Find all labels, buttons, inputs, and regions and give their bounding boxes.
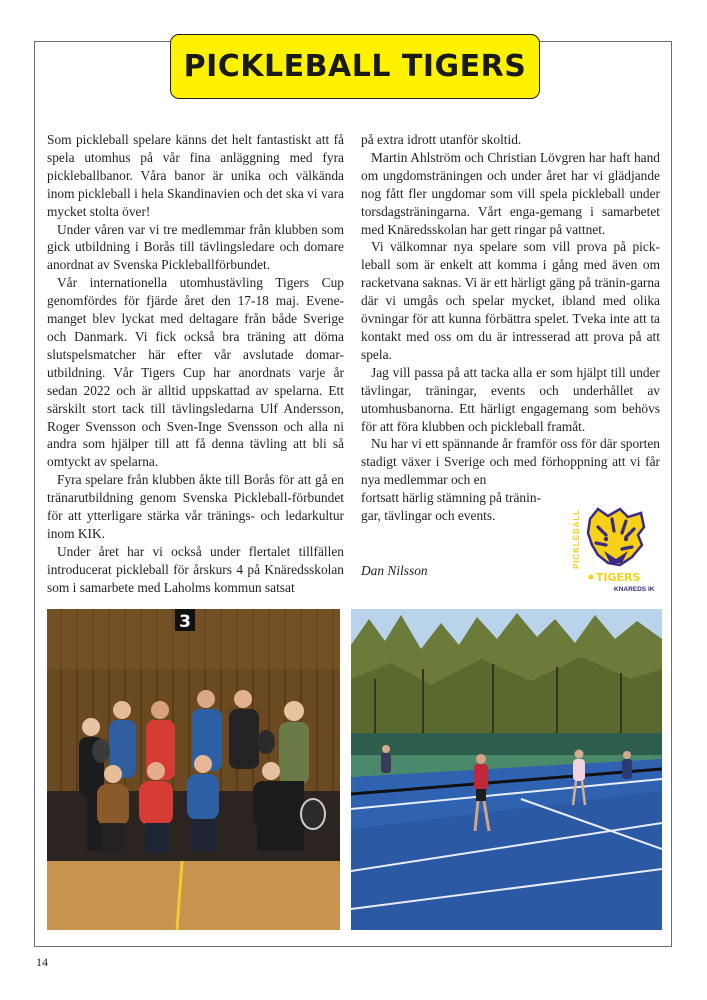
paragraph: Under våren var vi tre medlemmar från klubben som gick utbildning i Borås till tävlingsledare och domare anordnat av Svenska Pickleballförbundet. bbox=[47, 221, 344, 273]
logo-name: TIGERS bbox=[596, 571, 641, 584]
people-group bbox=[79, 690, 325, 853]
signature: Dan Nilsson bbox=[361, 563, 428, 578]
paragraph: Som pickleball spelare känns det helt fantastiskt att få spela utomhus på vår fina anläggning med fyra pickleballbanor. Våra banor är unika och välkända inom pickleball i hela Skandinavien och det ska vi vara mycket stolta över! bbox=[47, 132, 344, 219]
paragraph: Vi välkomnar nya spelare som vill prova på pick-leball som är enkelt att komma i gång med även om racketvana saknas. Vi är ett härligt gäng på tränin-garna där vi umgås och spelar mycket, ibland med olika övningar för att kunna förbättra spelet. Tveka inte att ta kontakt med oss om du är intresserad att prova på att spela. bbox=[361, 239, 660, 362]
wall-number: 3 bbox=[179, 612, 191, 632]
group-photo bbox=[47, 609, 340, 930]
title-banner bbox=[170, 34, 540, 99]
club-logo bbox=[568, 505, 662, 595]
logo-subtitle: KNAREDS IK bbox=[614, 586, 655, 593]
tiger-head-icon bbox=[588, 509, 644, 565]
page-title: PICKLEBALL TIGERS bbox=[183, 49, 527, 84]
paragraph: fortsatt härlig stämning på tränin-gar, tävlingar och events. bbox=[361, 490, 541, 524]
paragraph: Vår internationella utomhustävling Tigers Cup genomfördes för fjärde året den 17-18 maj. Evene-manget blev lyckat med deltagare från både Sverige och Danmark. Vi fick också bra träning att döma slutspelsmatcher här efter vår avslutade domar-utbildning. Vår Tigers Cup har anordnats varje år sedan 2022 och är alltid uppskattad av spelarna. Ett särskilt stort tack till tävlingsledarna Ulf Andersson, Roger Svensson och Sven-Inge Svensson och alla ni andra som hjälper till att få denna tävling att bli så omtyckt av spelarna. bbox=[47, 275, 344, 470]
courts-photo bbox=[351, 609, 662, 930]
paragraph: Nu har vi ett spännande år framför oss för där sporten stadigt växer i Sverige och med förhoppning att vi får nya medlemmar och en bbox=[361, 436, 660, 488]
right-column bbox=[361, 131, 660, 525]
paragraph: på extra idrott utanför skoltid. bbox=[361, 132, 522, 147]
paragraph: Fyra spelare från klubben åkte till Borås för att gå en tränarutbildning genom Svenska Pickleball-förbundet för att ytterligare stärka vår tränings- och ledarkultur inom KIK. bbox=[47, 472, 344, 541]
left-column bbox=[47, 131, 344, 597]
paragraph: Jag vill passa på att tacka alla er som hjälpt till under tävlingar, träningar, events och underhållet av utomhusbanorna. Ett härligt engagemang som behövs för att föra klubben och pickleball framåt. bbox=[361, 364, 660, 434]
logo-vertical-text: PICKLEBALL bbox=[571, 509, 581, 569]
paragraph: Under året har vi också under flertalet tillfällen introducerat pickleball för årskurs 4 på Knäredsskolan som i samarbete med Laholms kommun satsat bbox=[47, 543, 344, 595]
paragraph: Martin Ahlström och Christian Lövgren har haft hand om ungdomsträningen och under året har vi glädjande nog fått fler ungdomar som vill spela pickleball under torsdagsträningarna. Vårt enga-gemang i samarbetet med Knäredsskolan har gett ringar på vattnet. bbox=[361, 149, 660, 237]
page-number: 14 bbox=[36, 955, 48, 969]
